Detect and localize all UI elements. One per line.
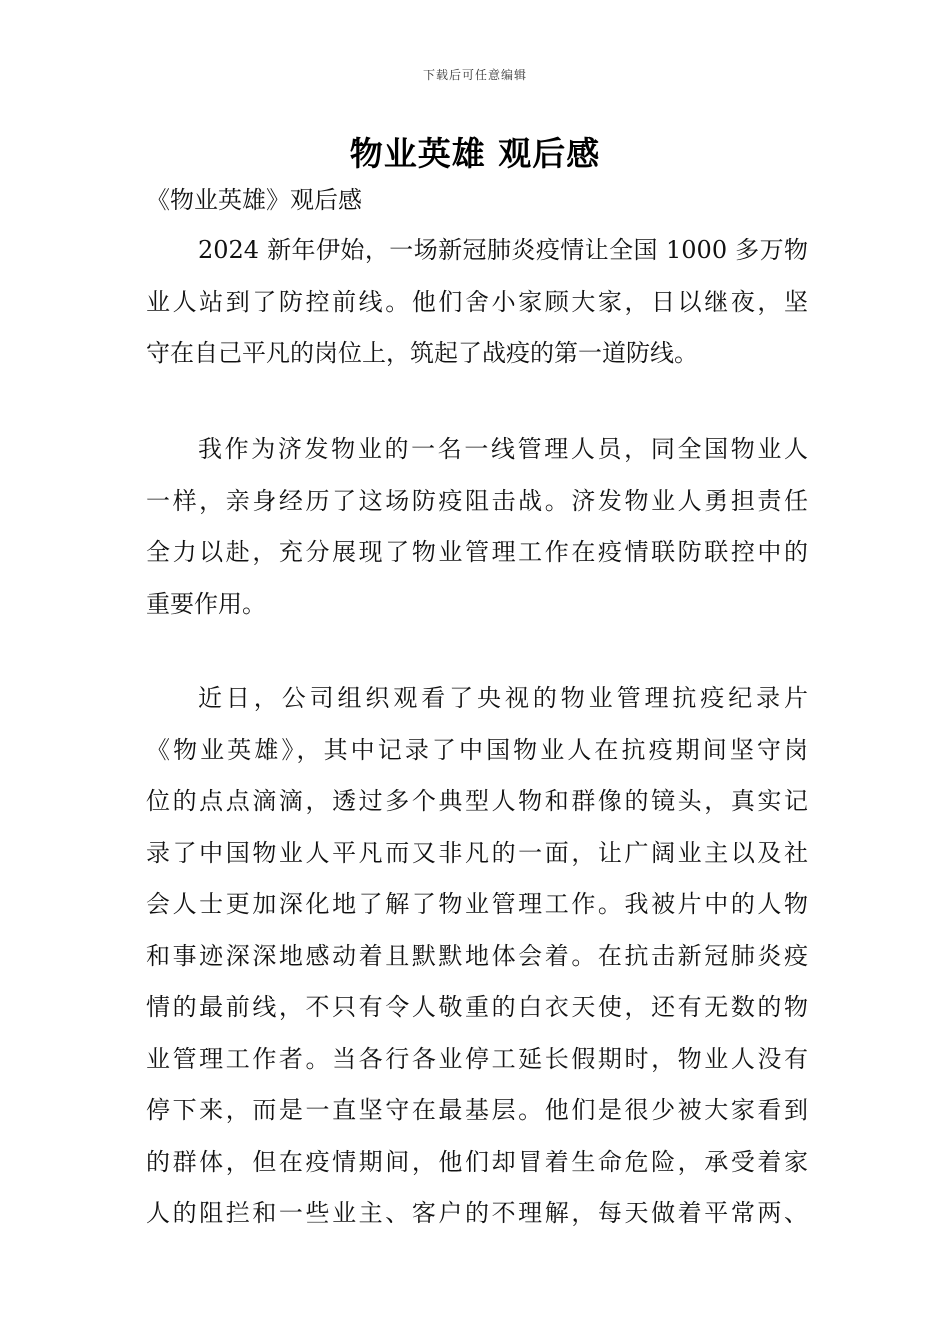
paragraph-1 [146,225,808,380]
header-note: 下载后可任意编辑 [422,68,527,82]
document-title: 物业英雄 观后感 [349,134,601,173]
paragraph-line: 2024 新年伊始，一场新冠肺炎疫情让全国 1000 多万物 [198,236,808,264]
paragraph-line: 会人士更加深化地了解了物业管理工作。我被片中的人物 [146,890,808,918]
paragraph-3 [146,673,808,1240]
paragraph-line: 业管理工作者。当各行各业停工延长假期时，物业人没有 [146,1044,808,1073]
paragraph-line: 停下来，而是一直坚守在最基层。他们是很少被大家看到 [146,1096,808,1124]
document-subtitle: 《物业英雄》观后感 [146,186,362,214]
paragraph-line: 和事迹深深地感动着且默默地体会着。在抗击新冠肺炎疫 [146,941,808,970]
paragraph-line: 位的点点滴滴，透过多个典型人物和群像的镜头，真实记 [146,787,808,815]
paragraph-line: 录了中国物业人平凡而又非凡的一面，让广阔业主以及社 [146,838,808,867]
paragraph-line: 近日，公司组织观看了央视的物业管理抗疫纪录片 [198,684,808,712]
paragraph-line: 我作为济发物业的一名一线管理人员，同全国物业人 [198,435,808,463]
paragraph-line: 一样，亲身经历了这场防疫阻击战。济发物业人勇担责任 [146,486,808,515]
paragraph-line: 业人站到了防控前线。他们舍小家顾大家，日以继夜，坚 [146,287,808,316]
paragraph-line: 全力以赴，充分展现了物业管理工作在疫情联防联控中的 [146,538,808,566]
paragraph-line: 的群体，但在疫情期间，他们却冒着生命危险，承受着家 [146,1147,808,1176]
paragraph-line: 情的最前线，不只有令人敬重的白衣天使，还有无数的物 [146,993,808,1021]
paragraph-line: 重要作用。 [146,589,266,618]
paragraph-line: 人的阻拦和一些业主、客户的不理解，每天做着平常两、 [146,1199,808,1227]
paragraph-line: 守在自己平凡的岗位上，筑起了战疫的第一道防线。 [146,339,698,367]
paragraph-2 [146,424,808,630]
paragraph-line: 《物业英雄》，其中记录了中国物业人在抗疫期间坚守岗 [146,735,808,764]
